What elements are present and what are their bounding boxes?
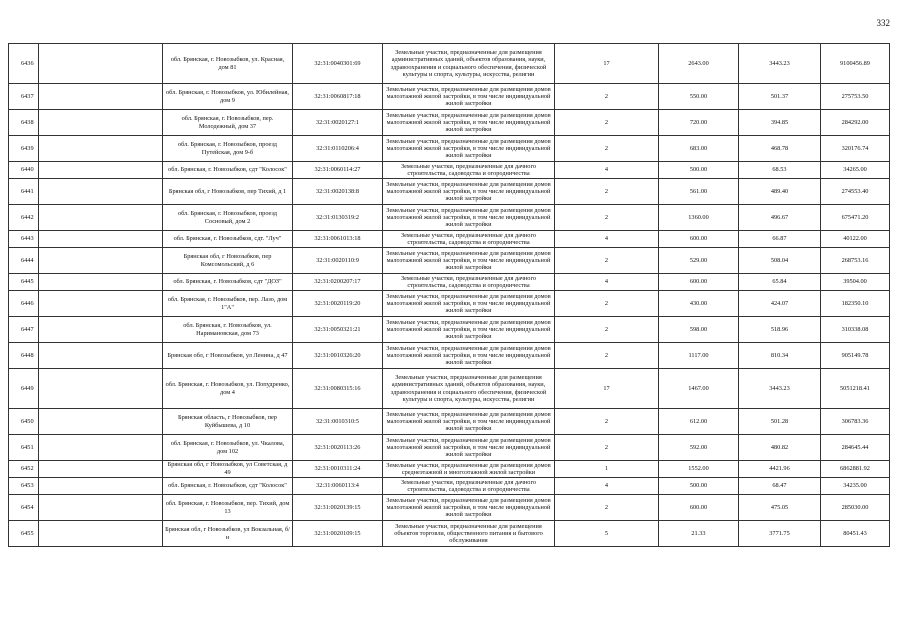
cell-use: Земельные участки, предназначенные для размещения домов малоэтажной жилой застройки, в том числе индивидуальной жилой застройки — [383, 495, 555, 521]
cell-area: 1552.00 — [659, 461, 739, 478]
cell-value: 905149.78 — [821, 343, 890, 369]
cell-area: 500.00 — [659, 478, 739, 495]
cell-area: 592.00 — [659, 435, 739, 461]
cell-use: Земельные участки, предназначенные для дачного строительства, садоводства и огородничества — [383, 162, 555, 179]
table-row — [9, 84, 890, 110]
cell-group: 17 — [555, 369, 659, 409]
cell-cadastral: 32:31:0050321:21 — [293, 317, 383, 343]
cell-cadastral: 32:31:0061013:18 — [293, 231, 383, 248]
cell-rate: 68.47 — [739, 478, 821, 495]
cell-address: обл. Брянская, г. Новозыбков, пер. Лазо, дом 1"А" — [163, 291, 293, 317]
cell-area: 550.00 — [659, 84, 739, 110]
table-row — [9, 369, 890, 409]
cell-cadastral: 32:31:0020138:8 — [293, 179, 383, 205]
cell-id: 6446 — [9, 291, 39, 317]
cell-cadastral: 32:31:0020119:20 — [293, 291, 383, 317]
cell-address: обл. Брянская, г. Новозыбков, проезд Путейская, дом 9-б — [163, 136, 293, 162]
cell-address: обл. Брянская, г. Новозыбков, проезд Сосновый, дом 2 — [163, 205, 293, 231]
cell-area: 430.00 — [659, 291, 739, 317]
blank-cell — [39, 231, 163, 248]
cell-id: 6447 — [9, 317, 39, 343]
cell-use: Земельные участки, предназначенные для размещения административных зданий, объектов образования, науки, здравоохранения и социального обеспечения, физической культуры и спорта, культуры, искусства, религии — [383, 369, 555, 409]
cell-group: 2 — [555, 435, 659, 461]
cell-id: 6443 — [9, 231, 39, 248]
table-row — [9, 343, 890, 369]
blank-cell — [39, 136, 163, 162]
cell-address: обл. Брянская, г. Новозыбков, пер. Молодежный, дом 37 — [163, 110, 293, 136]
cell-use: Земельные участки, предназначенные для размещения домов малоэтажной жилой застройки, в том числе индивидуальной жилой застройки — [383, 110, 555, 136]
table-row — [9, 179, 890, 205]
table-row — [9, 409, 890, 435]
cell-value: 320176.74 — [821, 136, 890, 162]
cell-id: 6441 — [9, 179, 39, 205]
cell-value: 34235.00 — [821, 478, 890, 495]
cell-value: 39504.00 — [821, 274, 890, 291]
cell-group: 2 — [555, 179, 659, 205]
cell-use: Земельные участки, предназначенные для размещения домов малоэтажной жилой застройки, в том числе индивидуальной жилой застройки — [383, 409, 555, 435]
cell-area: 600.00 — [659, 231, 739, 248]
cell-cadastral: 32:31:0060113:4 — [293, 478, 383, 495]
cell-cadastral: 32:31:0200207:17 — [293, 274, 383, 291]
cell-value: 306783.36 — [821, 409, 890, 435]
cell-rate: 480.82 — [739, 435, 821, 461]
cell-value: 182350.10 — [821, 291, 890, 317]
cell-use: Земельные участки, предназначенные для размещения домов малоэтажной жилой застройки, в том числе индивидуальной жилой застройки — [383, 179, 555, 205]
cell-area: 1467.00 — [659, 369, 739, 409]
cell-rate: 501.28 — [739, 409, 821, 435]
cell-address: Брянская обл, г Новозыбков, пер Тихий, д 1 — [163, 179, 293, 205]
cell-value: 80451.43 — [821, 521, 890, 547]
cell-id: 6437 — [9, 84, 39, 110]
cell-id: 6450 — [9, 409, 39, 435]
blank-cell — [39, 162, 163, 179]
cell-group: 2 — [555, 409, 659, 435]
cell-id: 6438 — [9, 110, 39, 136]
cell-value: 5051218.41 — [821, 369, 890, 409]
table-row — [9, 231, 890, 248]
cell-id: 6445 — [9, 274, 39, 291]
cell-rate: 810.34 — [739, 343, 821, 369]
cell-rate: 3443.23 — [739, 369, 821, 409]
cell-cadastral: 32:31:0010310:5 — [293, 409, 383, 435]
cell-address: обл. Брянская, г. Новозыбков, ул. Красная, дом 81 — [163, 44, 293, 84]
table-row — [9, 317, 890, 343]
cell-use: Земельные участки, предназначенные для размещения домов малоэтажной жилой застройки, в том числе индивидуальной жилой застройки — [383, 84, 555, 110]
cell-group: 2 — [555, 84, 659, 110]
cell-group: 2 — [555, 317, 659, 343]
cell-address: Брянская обл, г Новозыбков, ул Советская, д 49 — [163, 461, 293, 478]
table-row — [9, 435, 890, 461]
cell-cadastral: 32:31:0020139:15 — [293, 495, 383, 521]
cell-id: 6448 — [9, 343, 39, 369]
blank-cell — [39, 521, 163, 547]
page-number: 332 — [876, 18, 890, 28]
cell-id: 6451 — [9, 435, 39, 461]
cell-cadastral: 32:31:0040301:69 — [293, 44, 383, 84]
cell-area: 2643.00 — [659, 44, 739, 84]
cell-use: Земельные участки, предназначенные для дачного строительства, садоводства и огородничества — [383, 478, 555, 495]
blank-cell — [39, 435, 163, 461]
cell-value: 284292.00 — [821, 110, 890, 136]
blank-cell — [39, 84, 163, 110]
blank-cell — [39, 317, 163, 343]
cell-use: Земельные участки, предназначенные для размещения домов малоэтажной жилой застройки, в том числе индивидуальной жилой застройки — [383, 136, 555, 162]
cell-group: 2 — [555, 110, 659, 136]
table-row — [9, 162, 890, 179]
cell-area: 21.33 — [659, 521, 739, 547]
cell-value: 285030.00 — [821, 495, 890, 521]
cell-area: 598.00 — [659, 317, 739, 343]
cell-rate: 68.53 — [739, 162, 821, 179]
blank-cell — [39, 343, 163, 369]
cell-rate: 468.78 — [739, 136, 821, 162]
cell-rate: 501.37 — [739, 84, 821, 110]
cell-value: 275753.50 — [821, 84, 890, 110]
cell-use: Земельные участки, предназначенные для дачного строительства, садоводства и огородничества — [383, 231, 555, 248]
table-row — [9, 110, 890, 136]
cell-group: 4 — [555, 478, 659, 495]
cell-cadastral: 32:31:0080315:16 — [293, 369, 383, 409]
cell-rate: 65.84 — [739, 274, 821, 291]
cell-area: 529.00 — [659, 248, 739, 274]
cell-address: обл. Брянская, г. Новозыбков, пер. Тихий, дом 13 — [163, 495, 293, 521]
blank-cell — [39, 461, 163, 478]
cell-address: обл. Брянская, г. Новозыбков, ул. Наримановская, дом 73 — [163, 317, 293, 343]
cell-id: 6444 — [9, 248, 39, 274]
cell-rate: 3443.23 — [739, 44, 821, 84]
cell-cadastral: 32:31:0130319:2 — [293, 205, 383, 231]
cell-use: Земельные участки, предназначенные для размещения домов малоэтажной жилой застройки, в том числе индивидуальной жилой застройки — [383, 343, 555, 369]
table-row — [9, 44, 890, 84]
cell-address: Брянская область, г Новозыбков, пер Куйбышева, д 10 — [163, 409, 293, 435]
cell-use: Земельные участки, предназначенные для размещения административных зданий, объектов образования, науки, здравоохранения и социального обеспечения, физической культуры и спорта, культуры, искусства, религии — [383, 44, 555, 84]
cell-cadastral: 32:31:0020113:26 — [293, 435, 383, 461]
table-row — [9, 136, 890, 162]
cell-cadastral: 32:31:0060114:27 — [293, 162, 383, 179]
cell-cadastral: 32:31:0020127:1 — [293, 110, 383, 136]
cell-value: 310338.08 — [821, 317, 890, 343]
cell-group: 2 — [555, 343, 659, 369]
cell-group: 4 — [555, 231, 659, 248]
table-row — [9, 495, 890, 521]
cell-address: Брянская обл, г Новозыбков, пер Комсомольский, д 6 — [163, 248, 293, 274]
cell-id: 6452 — [9, 461, 39, 478]
cell-cadastral: 32:31:0020109:15 — [293, 521, 383, 547]
cell-id: 6440 — [9, 162, 39, 179]
cell-rate: 489.40 — [739, 179, 821, 205]
blank-cell — [39, 291, 163, 317]
cell-cadastral: 32:31:0010326:20 — [293, 343, 383, 369]
table-row — [9, 521, 890, 547]
cell-use: Земельные участки, предназначенные для размещения домов малоэтажной жилой застройки, в том числе индивидуальной жилой застройки — [383, 435, 555, 461]
cell-area: 683.00 — [659, 136, 739, 162]
cell-id: 6442 — [9, 205, 39, 231]
cell-group: 2 — [555, 495, 659, 521]
cell-address: Брянская обл, г Новозыбков, ул Вокзальная, б/н — [163, 521, 293, 547]
table-row — [9, 248, 890, 274]
blank-cell — [39, 369, 163, 409]
cell-group: 17 — [555, 44, 659, 84]
blank-cell — [39, 44, 163, 84]
cell-group: 2 — [555, 291, 659, 317]
blank-cell — [39, 179, 163, 205]
blank-cell — [39, 478, 163, 495]
cell-area: 500.00 — [659, 162, 739, 179]
cell-cadastral: 32:31:0060817:18 — [293, 84, 383, 110]
cell-rate: 66.87 — [739, 231, 821, 248]
cell-rate: 424.07 — [739, 291, 821, 317]
cell-area: 600.00 — [659, 274, 739, 291]
cell-address: обл. Брянская, г. Новозыбков, сдт "Колосок" — [163, 478, 293, 495]
cell-id: 6453 — [9, 478, 39, 495]
cell-id: 6455 — [9, 521, 39, 547]
cell-rate: 3771.75 — [739, 521, 821, 547]
cell-cadastral: 32:31:0110206:4 — [293, 136, 383, 162]
cell-area: 720.00 — [659, 110, 739, 136]
cell-use: Земельные участки, предназначенные для размещения домов малоэтажной жилой застройки, в том числе индивидуальной жилой застройки — [383, 291, 555, 317]
cell-id: 6454 — [9, 495, 39, 521]
table-row — [9, 274, 890, 291]
cell-address: обл. Брянская, г. Новозыбков, ул. Попудренко, дом 4 — [163, 369, 293, 409]
cell-rate: 394.85 — [739, 110, 821, 136]
cell-area: 561.00 — [659, 179, 739, 205]
cell-use: Земельные участки, предназначенные для размещения домов малоэтажной жилой застройки, в том числе индивидуальной жилой застройки — [383, 248, 555, 274]
cell-group: 1 — [555, 461, 659, 478]
cell-value: 34265.00 — [821, 162, 890, 179]
cell-rate: 496.67 — [739, 205, 821, 231]
table-row — [9, 478, 890, 495]
cell-group: 5 — [555, 521, 659, 547]
cell-value: 40122.00 — [821, 231, 890, 248]
land-registry-table — [8, 43, 890, 547]
cell-rate: 508.04 — [739, 248, 821, 274]
cell-area: 612.00 — [659, 409, 739, 435]
cell-area: 1117.00 — [659, 343, 739, 369]
table-row — [9, 291, 890, 317]
cell-group: 4 — [555, 274, 659, 291]
cell-use: Земельные участки, предназначенные для размещения объектов торговли, общественного питания и бытового обслуживания — [383, 521, 555, 547]
cell-use: Земельные участки, предназначенные для размещения домов малоэтажной жилой застройки, в том числе индивидуальной жилой застройки — [383, 205, 555, 231]
cell-cadastral: 32:31:0010311:24 — [293, 461, 383, 478]
blank-cell — [39, 248, 163, 274]
cell-id: 6449 — [9, 369, 39, 409]
cell-group: 2 — [555, 205, 659, 231]
cell-area: 600.00 — [659, 495, 739, 521]
blank-cell — [39, 110, 163, 136]
cell-rate: 518.96 — [739, 317, 821, 343]
cell-address: обл. Брянская, г. Новозыбков, ул. Юбилейная, дом 9 — [163, 84, 293, 110]
table-row — [9, 461, 890, 478]
table-row — [9, 205, 890, 231]
cell-id: 6436 — [9, 44, 39, 84]
cell-rate: 475.05 — [739, 495, 821, 521]
blank-cell — [39, 274, 163, 291]
blank-cell — [39, 205, 163, 231]
cell-value: 675471.20 — [821, 205, 890, 231]
blank-cell — [39, 409, 163, 435]
blank-cell — [39, 495, 163, 521]
cell-value: 274553.40 — [821, 179, 890, 205]
cell-address: обл. Брянская, г. Новозыбков, сдт. "Луч" — [163, 231, 293, 248]
cell-value: 268753.16 — [821, 248, 890, 274]
cell-id: 6439 — [9, 136, 39, 162]
cell-use: Земельные участки, предназначенные для дачного строительства, садоводства и огородничества — [383, 274, 555, 291]
cell-area: 1360.00 — [659, 205, 739, 231]
cell-value: 6862881.92 — [821, 461, 890, 478]
cell-rate: 4421.96 — [739, 461, 821, 478]
cell-group: 2 — [555, 248, 659, 274]
cell-group: 2 — [555, 136, 659, 162]
cell-cadastral: 32:31:0020110:9 — [293, 248, 383, 274]
cell-address: обл. Брянская, г. Новозыбков, сдт "Колосок" — [163, 162, 293, 179]
cell-value: 284645.44 — [821, 435, 890, 461]
cell-use: Земельные участки, предназначенные для размещения домов малоэтажной жилой застройки, в том числе индивидуальной жилой застройки — [383, 317, 555, 343]
cell-address: обл. Брянская, г. Новозыбков, сдт "ДОЗ" — [163, 274, 293, 291]
cell-use: Земельные участки, предназначенные для размещения домов среднеэтажной и многоэтажной жилой застройки — [383, 461, 555, 478]
cell-value: 9100456.89 — [821, 44, 890, 84]
cell-group: 4 — [555, 162, 659, 179]
cell-address: обл. Брянская, г. Новозыбков, ул. Чкалова, дом 102 — [163, 435, 293, 461]
cell-address: Брянская обл, г Новозыбков, ул Ленина, д 47 — [163, 343, 293, 369]
